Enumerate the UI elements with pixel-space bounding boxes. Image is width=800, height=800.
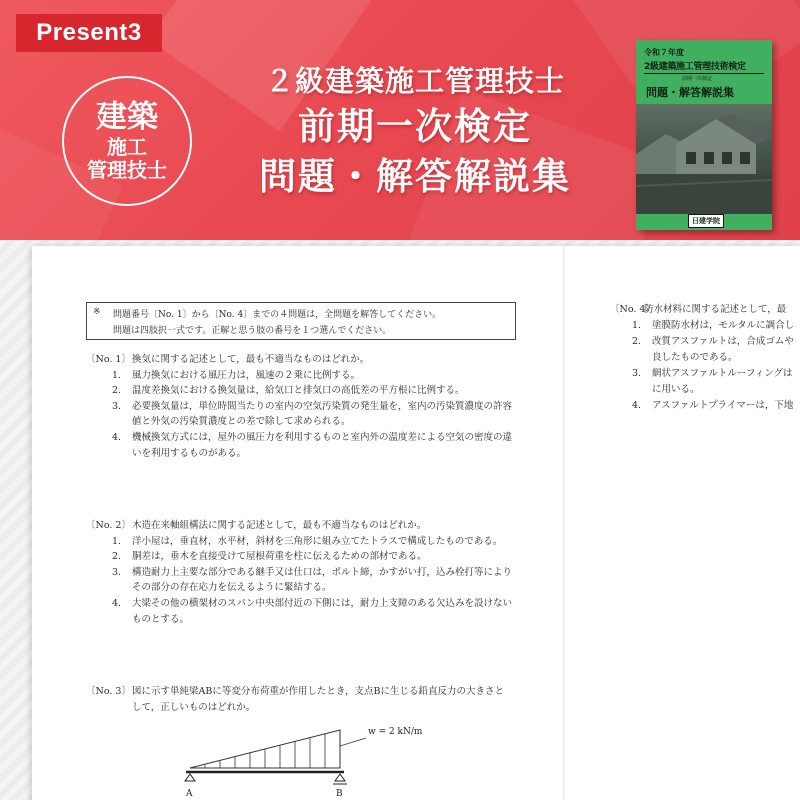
question-stem: 防水材料に関する記述として，最 [644, 304, 787, 315]
option-number: 4. [112, 597, 122, 609]
beam-load-diagram [176, 720, 436, 800]
badge-line-3: 管理技士 [87, 157, 167, 182]
book-title: 2級建築施工管理技術検定 [644, 62, 746, 72]
house-illustration-icon [636, 104, 772, 214]
option-text: 構造耐力上主要な部分である継手又は仕口は，ボルト締，かすがい打，込み栓打等により [132, 566, 513, 578]
instructions-line-2: 問題は四肢択一式です。正解と思う肢の番号を１つ選んでください。 [113, 326, 392, 336]
option-text-continued: 値と外気の汚染質濃度との差で除して求められる。 [132, 416, 351, 428]
option-number: 3. [112, 400, 122, 412]
option-number: 4. [112, 431, 122, 443]
option-text-continued: その部分の存在応力を伝えるように緊結する。 [132, 582, 332, 594]
badge-line-1: 建築 [96, 99, 158, 136]
question-number: 〔No. 2〕 [86, 520, 131, 531]
question-4 [610, 302, 800, 414]
question-number: 〔No. 1〕 [86, 354, 131, 365]
option-text: 必要換気量は，単位時間当たりの室内の空気汚染質の発生量を，室内の汚染質濃度の許容 [132, 400, 513, 412]
option-text: 洋小屋は，垂直材，水平材，斜材を三角形に組み立てたトラスで構成したものである。 [132, 535, 503, 547]
badge-line-2: 施工 [107, 134, 147, 159]
option-number: 1. [632, 320, 642, 331]
option-text: 塗膜防水材は，モルタルに調合し [652, 320, 795, 331]
headline-line-3: 問題・解答解説集 [259, 154, 571, 198]
question-stem-continued: して，正しいものはどれか。 [132, 701, 256, 713]
pin-support-icon [185, 774, 195, 781]
support-a-label: A [186, 789, 193, 799]
option-text-continued: に用いる。 [652, 384, 700, 395]
book-year: 令和７年度 [644, 48, 684, 57]
book-subtitle: 前期一次検定 [682, 76, 713, 82]
option-text: 機械換気方式には，屋外の風圧力を利用するものと室内外の温度差による空気の密度の違 [132, 431, 513, 443]
option-number: 4. [632, 400, 642, 411]
book-divider [644, 73, 764, 74]
option-text-continued: 良したものである。 [652, 352, 738, 363]
option-number: 1. [112, 369, 122, 381]
book-series: 問題・解答解説集 [646, 86, 734, 99]
option-number: 2. [112, 551, 122, 563]
option-number: 3. [112, 566, 122, 578]
book-house-photo [636, 104, 772, 214]
support-b-label: B [336, 789, 343, 799]
option-number: 1. [112, 535, 122, 547]
qualification-badge [62, 76, 192, 206]
question-stem: 図に示す単純梁ABに等変分布荷重が作用したとき，支点Bに生じる鉛直反力の大きさと [132, 686, 504, 697]
headline [215, 60, 615, 202]
option-text: アスファルトプライマーは，下地 [652, 400, 794, 411]
load-arrows [205, 730, 340, 768]
headline-line-1: ２級建築施工管理技士 [264, 64, 565, 98]
instructions-line-1: 問題番号〔No. 1〕から〔No. 4〕までの４問題は，全問題を解答してください。 [113, 310, 442, 320]
option-text: 温度差換気における換気量は，給気口と排気口の高低差の平方根に比例する。 [132, 385, 465, 397]
option-text: 大梁その他の横架材のスパン中央部付近の下側には，耐力上支障のある欠込みを設けない [132, 597, 513, 609]
question-stem: 換気に関する記述として，最も不適当なものはどれか。 [132, 354, 370, 365]
question-3 [86, 684, 504, 715]
option-text-continued: いを利用するものがある。 [132, 447, 247, 459]
question-2 [86, 518, 512, 627]
load-label: w = 2 kN/m [368, 727, 423, 737]
question-number: 〔No. 4〕 [610, 304, 655, 315]
option-number: 2. [112, 385, 122, 397]
book-publisher: 日建学院 [688, 214, 724, 228]
option-text: 網状アスファルトルーフィングは [652, 368, 793, 379]
question-1 [86, 352, 512, 461]
page-fold [563, 246, 565, 800]
option-text-continued: ものとする。 [132, 613, 190, 625]
roller-support-icon [335, 774, 345, 781]
question-stem: 木造在来軸組構法に関する記述として，最も不適当なものはどれか。 [132, 520, 427, 531]
option-text: 風力換気における風圧力は，風速の２乗に比例する。 [132, 369, 361, 381]
option-text: 改質アスファルトは，合成ゴムや [652, 336, 794, 347]
present-label: Present3 [16, 14, 162, 52]
instructions-box [86, 302, 516, 340]
option-number: 3. [632, 368, 642, 379]
book-cover [636, 40, 772, 230]
headline-line-2: 前期一次検定 [298, 105, 532, 149]
option-number: 2. [632, 336, 642, 347]
note-mark: ※ [93, 307, 101, 317]
load-leader-line [340, 738, 366, 746]
question-number: 〔No. 3〕 [86, 686, 131, 697]
option-text: 胴差は，垂木を直接受けて屋根荷重を柱に伝えるための部材である。 [132, 551, 427, 563]
